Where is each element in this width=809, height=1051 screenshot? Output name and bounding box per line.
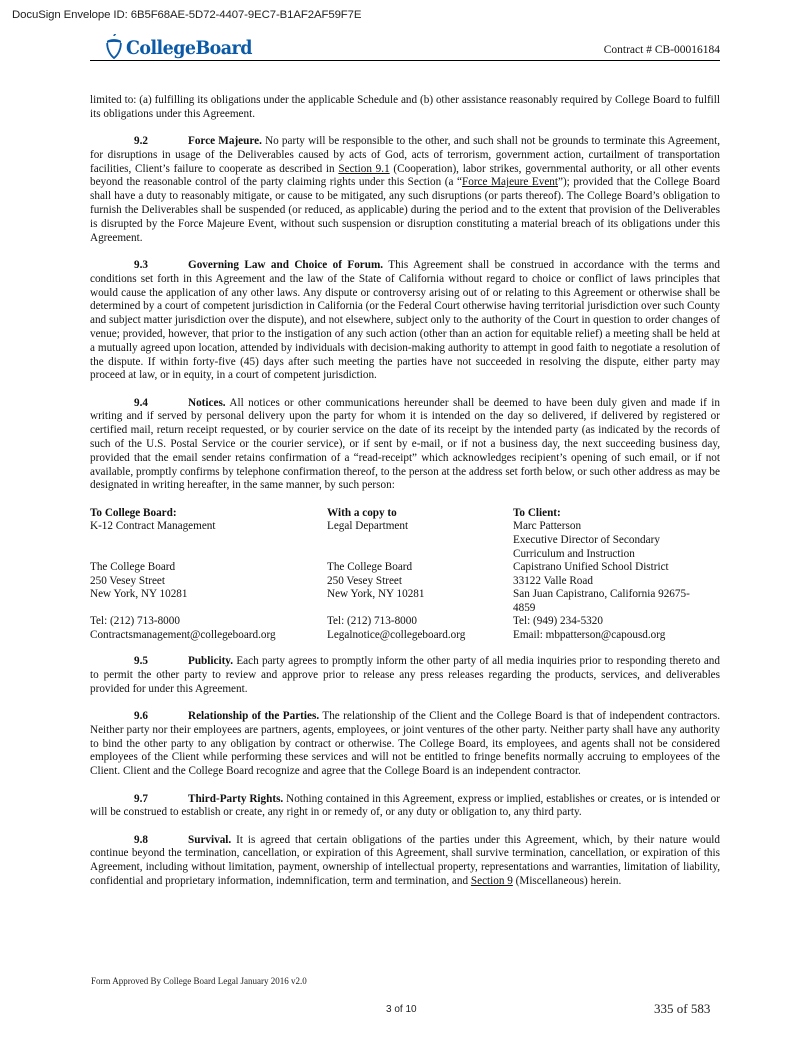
section-title: Third-Party Rights. <box>188 792 284 805</box>
address-city: San Juan Capistrano, California 92675- <box>513 588 690 601</box>
section-number: 9.6 <box>134 710 148 723</box>
address-heading: To Client: <box>513 506 561 519</box>
address-org: Capistrano Unified School District <box>513 561 669 574</box>
address-street: 33122 Valle Road <box>513 574 593 587</box>
section-text: It is agreed that certain obligations of the parties under this Agreement, which, by their nature would continue beyond the termination, cancellation, or expiration of this Agreement, shall survive termination, cancellation, or expiration of this Agreement, including without limitation, payment, ownership of intellectual property, representations and warranties, limitation of liability, confidential and proprietary information, indemnification, term and termination, and <box>90 833 720 888</box>
address-tel: Tel: (212) 713-8000 <box>327 615 417 628</box>
section-title: Survival. <box>188 833 232 846</box>
section-title: Governing Law and Choice of Forum. <box>188 258 384 271</box>
address-tel: Tel: (212) 713-8000 <box>90 615 180 628</box>
address-heading: With a copy to <box>327 506 397 519</box>
section-9-6 <box>90 710 720 779</box>
section-9-8 <box>90 834 720 889</box>
section-title: Relationship of the Parties. <box>188 710 320 723</box>
form-approval-note: Form Approved By College Board Legal January 2016 v2.0 <box>91 976 307 986</box>
address-heading: To College Board: <box>90 506 177 519</box>
address-org: The College Board <box>327 561 413 574</box>
section-title: Notices. <box>188 396 226 409</box>
section-number: 9.4 <box>134 396 148 409</box>
section-text: This Agreement shall be construed in accordance with the terms and conditions set forth in this Agreement and the law of the State of California without regard to choice or conflict of laws principles that would cause the application of any other laws. Any dispute or controversy arising out of or relating to this Agreement or otherwise shall be determined by a court of competent jurisdiction in California (or the Federal Court otherwise having territorial jurisdiction over such County and subject matter jurisdiction over the dispute), and not elsewhere, subject only to the authority of the Court in question to order changes of venue; provided, however, that prior to the instigation of any such action (other than an action for equitable relief) a meeting shall be held at a mutually agreed upon location, attended by individuals with decision-making authority to attempt in good faith to negotiate a resolution of the dispute. If within forty-five (45) days after such meeting the parties have not succeeded in resolving the dispute, either party may proceed at law, or in equity, in a court of competent jurisdiction. <box>90 258 720 382</box>
force-majeure-event-term: Force Majeure Event <box>462 176 558 189</box>
address-street: 250 Vesey Street <box>327 574 402 587</box>
address-dept: Legal Department <box>327 520 409 533</box>
client-address <box>513 507 720 643</box>
section-9-4 <box>90 397 720 494</box>
section-9-reference: Section 9 <box>470 875 513 888</box>
section-number: 9.7 <box>134 792 148 805</box>
document-body <box>90 94 720 902</box>
intro-paragraph: limited to: (a) fulfilling its obligations under the applicable Schedule and (b) other assistance reasonably required by College Board to fulfill its obligations under this Agreement. <box>90 94 720 120</box>
section-text: The relationship of the Client and the College Board is that of independent contractors. Neither party nor their employees are partners, agents, employees, or joint ventures of the other party. Neither party shall have any authority to bind the other party to any obligation by contract or otherwise. The College Board, its employees, and agents shall not be considered employees of the Client while performing these services and will not be entitled to fringe benefits normally accruing to employees of the Client. Client and the College Board recognize and agree that the College Board is an independent contractor. <box>90 710 720 778</box>
copy-address <box>327 507 513 643</box>
section-text: Each party agrees to promptly inform the other party of all media inquiries prior to responding thereto and to permit the other party to review and approve prior to release any press releases regarding the products, services, and deliverables provided for under this Agreement. <box>90 655 720 695</box>
section-9-1-reference: Section 9.1 <box>338 162 390 175</box>
contract-number: Contract # CB-00016184 <box>603 44 720 56</box>
address-city: 4859 <box>513 601 536 614</box>
college-board-address <box>90 507 327 643</box>
address-city: New York, NY 10281 <box>327 588 425 601</box>
section-text: (Cooperation), labor strikes, governmental authority, or all other events beyond the reasonable control of the party claiming rights under this Section (a “ <box>90 162 720 189</box>
collegeboard-logo <box>104 33 263 59</box>
address-org: The College Board <box>90 561 176 574</box>
section-number: 9.8 <box>134 833 148 846</box>
address-tel: Tel: (949) 234-5320 <box>513 615 603 628</box>
section-9-7 <box>90 793 720 821</box>
section-text: All notices or other communications hereunder shall be deemed to have been duly given and made if in writing and if served by personal delivery upon the party for whom it is intended on the day so delivered, if delivered by registered or certified mail, return receipt requested, or by courier service on the date of its receipt by the intended party (as indicated by the records of such of the U.S. Postal Service or the courier service), or if sent by e-mail, or if not a business day, the next succeeding business day, provided that the email sender retains confirmation of a “read-receipt” which acknowledges recipient’s opening of such email, or if not available, promptly confirms by telephone confirmation thereof, to the person at the address set forth below, or such other address as may be designated in writing hereafter, in the same manner, by such person: <box>90 396 720 492</box>
client-title: Curriculum and Instruction <box>513 547 635 560</box>
total-page-number: 335 of 583 <box>654 1001 711 1016</box>
section-number: 9.5 <box>134 655 148 668</box>
section-title: Force Majeure. <box>188 135 262 148</box>
address-dept: K-12 Contract Management <box>90 520 216 533</box>
client-name: Marc Patterson <box>513 520 582 533</box>
section-9-5 <box>90 655 720 696</box>
acorn-icon <box>104 34 124 59</box>
page-header <box>90 33 720 61</box>
section-text: Nothing contained in this Agreement, express or implied, establishes or creates, or is intended or will be construed to establish or create, any right in or remedy of, or any duty or obligation to, any third party. <box>90 792 720 819</box>
address-city: New York, NY 10281 <box>90 588 188 601</box>
notice-addresses <box>90 507 720 643</box>
section-text: (Miscellaneous) herein. <box>512 875 622 888</box>
section-number: 9.3 <box>134 258 148 271</box>
address-email: Legalnotice@collegeboard.org <box>327 629 466 642</box>
page-number: 3 of 10 <box>386 1004 417 1015</box>
section-text: ”); provided that the College Board shall have a duty to reasonably mitigate, or cause to be mitigated, any such disruptions (or parts thereof). The College Board’s obligation to furnish the Deliverables shall be suspended (or reduced, as applicable) during the period and to the extent that provision of the Deliverables is disrupted by the Force Majeure Event, without such suspension or disruption constituting a material breach of its obligations under this Agreement. <box>90 176 720 244</box>
address-email: Email: mbpatterson@capousd.org <box>513 629 666 642</box>
section-number: 9.2 <box>134 135 148 148</box>
section-title: Publicity. <box>188 655 234 668</box>
address-email: Contractsmanagement@collegeboard.org <box>90 629 276 642</box>
docusign-envelope-id: DocuSign Envelope ID: 6B5F68AE-5D72-4407-9EC7-B1AF2AF59F7E <box>12 9 362 21</box>
client-title: Executive Director of Secondary <box>513 533 660 546</box>
section-9-2 <box>90 135 720 245</box>
address-street: 250 Vesey Street <box>90 574 165 587</box>
logo-text: CollegeBoard <box>126 37 252 59</box>
section-9-3 <box>90 259 720 383</box>
section-text: No party will be responsible to the other, and such shall not be grounds to terminate this Agreement, for disruptions in usage of the Deliverables caused by acts of God, acts of terrorism, government action, curtailment of transportation facilities, Client’s failure to cooperate as described in <box>90 135 720 175</box>
